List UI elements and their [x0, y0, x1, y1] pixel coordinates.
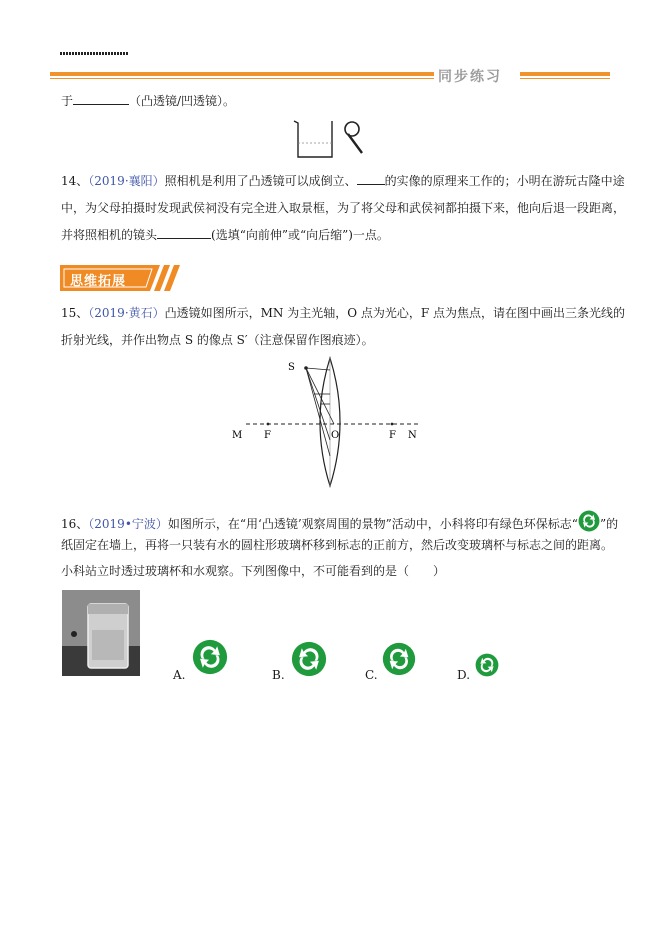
- q14-source: （2019·襄阳）: [88, 174, 165, 188]
- header-title: 同步练习: [438, 69, 502, 85]
- q16-source: （2019•宁波）: [88, 517, 168, 531]
- object-point-s: [304, 366, 308, 370]
- option-a-label[interactable]: A.: [173, 668, 186, 682]
- recycle-logo-icon: [578, 510, 600, 532]
- option-d-label[interactable]: D.: [457, 668, 471, 682]
- option-c-logo-icon[interactable]: [382, 642, 416, 676]
- q15-line1: 15、（2019·黄石）凸透镜如图所示，MN 为主光轴，O 点为光心，F 点为焦点，请在图中画出三条光线的: [61, 306, 626, 320]
- section-title: 思维拓展: [70, 274, 127, 289]
- magnifier-icon: [345, 122, 362, 153]
- q16-line2: 纸固定在墙上，再将一只装有水的圆柱形玻璃杯移到标志的正前方，然后改变玻璃杯与标志之间的距离。: [61, 538, 614, 552]
- beaker-icon: [294, 121, 332, 157]
- label-m: M: [232, 430, 243, 441]
- label-f-right: F: [389, 430, 396, 441]
- header-bar-left-thin: [50, 78, 434, 79]
- beaker-and-magnifier-figure: [290, 117, 370, 161]
- label-s: S: [288, 362, 295, 373]
- section-banner: [60, 265, 190, 291]
- q15-line2: 折射光线，并作出物点 S 的像点 S′（注意保留作图痕迹）。: [61, 333, 374, 347]
- q14-line2: 中，为父母拍摄时发现武侯祠没有完全进入取景框，为了将父母和武侯祠都拍摄下来，他向后退一段距离，: [61, 201, 626, 215]
- focal-point-right: [391, 423, 394, 426]
- q14-answer-blank-2: [157, 227, 211, 239]
- option-c-label[interactable]: C.: [365, 668, 378, 682]
- q13-line: 于 （凸透镜/凹透镜）。: [61, 94, 236, 108]
- q14-answer-blank-1: [357, 173, 385, 185]
- q14-line3: 并将照相机的镜头 (选填“向前伸”或“向后缩”)一点。: [61, 228, 389, 242]
- q16-line3: 小科站立时透过玻璃杯和水观察。下列图像中，不可能看到的是（ ）: [61, 564, 446, 578]
- q14-line1: 14、（2019·襄阳）照相机是利用了凸透镜可以成倒立、 的实像的原理来工作的；小明在游玩古隆中途: [61, 174, 625, 188]
- header-bar-left: [50, 72, 434, 76]
- option-b-logo-icon[interactable]: [291, 641, 327, 677]
- q13-answer-blank: [73, 93, 129, 105]
- top-underline-decoration: [60, 52, 128, 55]
- water-glass-photo: [62, 590, 140, 676]
- option-d-logo-icon[interactable]: [475, 653, 499, 677]
- convex-lens-diagram: [228, 356, 428, 490]
- label-o: O: [331, 430, 340, 441]
- label-n: N: [408, 430, 417, 441]
- label-f-left: F: [264, 430, 271, 441]
- header-bar-right-thin: [520, 78, 610, 79]
- option-a-logo-icon[interactable]: [192, 639, 228, 675]
- q16-line1: 16、（2019•宁波）如图所示，在“用‘凸透镜’观察周围的景物”活动中，小科将印有绿色环保标志“ ”的: [61, 510, 618, 532]
- focal-point-left: [267, 423, 270, 426]
- q15-source: （2019·黄石）: [88, 306, 165, 320]
- option-b-label[interactable]: B.: [272, 668, 285, 682]
- header-bar-right: [520, 72, 610, 76]
